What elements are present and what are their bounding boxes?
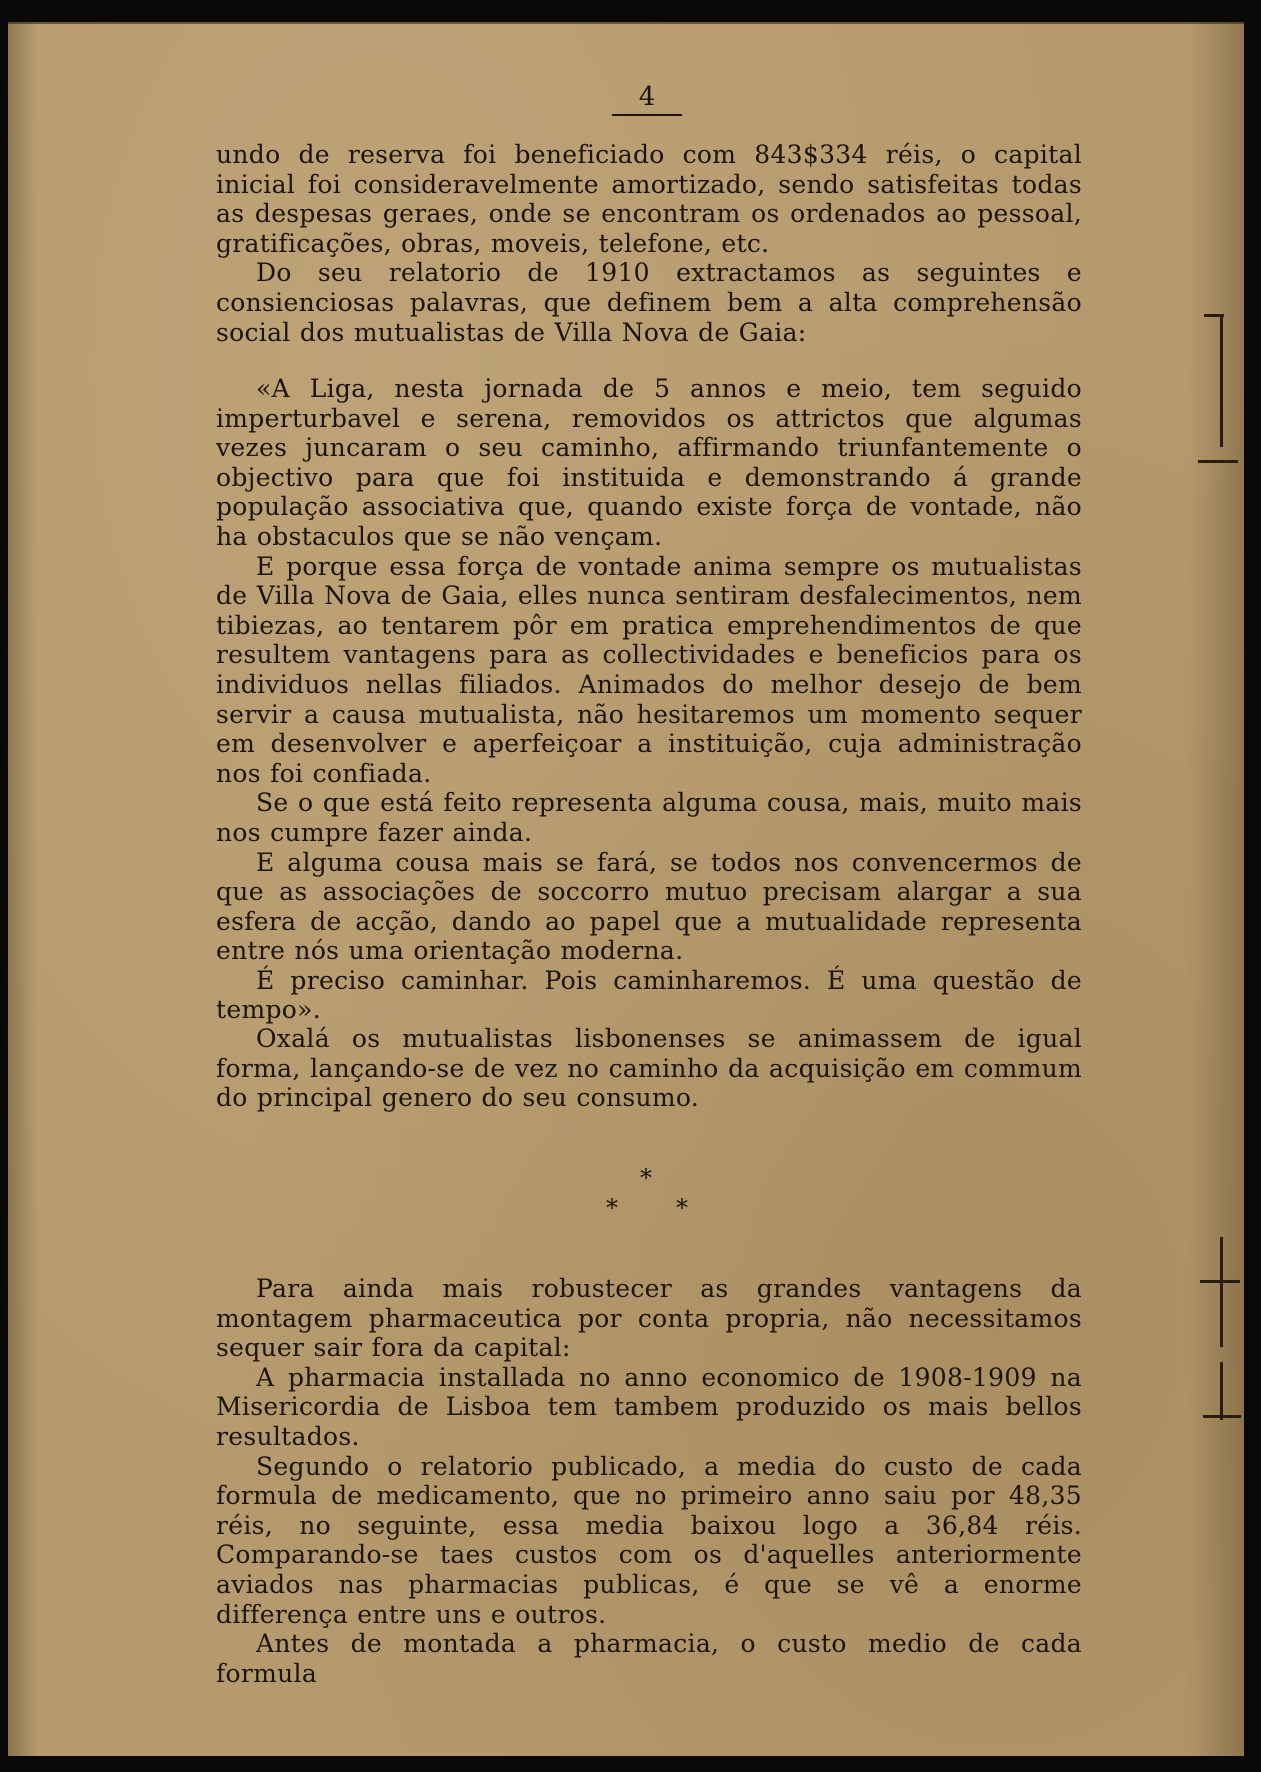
binding-mark — [1220, 1362, 1223, 1420]
top-edge-line — [8, 22, 1244, 24]
asterisk-left: * — [606, 1194, 618, 1222]
closing-text — [216, 1024, 1082, 1113]
quote-block — [216, 374, 1082, 1025]
binding-mark — [1220, 1237, 1223, 1347]
paragraph-reserve-fund: undo de reserva foi beneficiado com 843$334 réis, o capital inicial foi consideravelmente amortizado, sendo satisfeitas todas as despesas geraes, onde se encontram os ordenados ao pessoal, gratificações, obras, moveis, telefone, etc. — [216, 140, 1082, 258]
binding-mark — [1200, 1280, 1240, 1283]
asterisk-top: * — [640, 1164, 652, 1192]
quote-paragraph: É preciso caminhar. Pois caminharemos. É uma questão de tempo». — [216, 965, 1082, 1025]
body-text-top — [216, 140, 1082, 347]
paragraph-misericordia: A pharmacia installada no anno economico de 1908-1909 na Misericordia de Lisboa tem tambem produzido os mais bellos resultados. — [216, 1362, 1082, 1451]
asterism-separator — [588, 1164, 708, 1224]
paragraph-before-pharmacy: Antes de montada a pharmacia, o custo medio de cada formula — [216, 1629, 1082, 1688]
body-text-bottom — [216, 1274, 1082, 1688]
binding-mark — [1204, 314, 1224, 317]
paragraph-report-1910: Do seu relatorio de 1910 extractamos as seguintes e consienciosas palavras, que definem bem a alta comprehensão social dos mutualistas de Villa Nova de Gaia: — [216, 258, 1082, 347]
binding-mark — [1220, 317, 1223, 447]
paragraph-oxala: Oxalá os mutualistas lisbonenses se animassem de igual forma, lançando-se de vez no caminho da acquisição em commum do principal genero do seu consumo. — [216, 1024, 1082, 1113]
page-number: 4 — [612, 82, 682, 116]
quote-paragraph: E porque essa força de vontade anima sempre os mutualistas de Villa Nova de Gaia, elles nunca sentiram desfalecimentos, nem tibiezas, ao tentarem pôr em pratica emprehendimentos de que resultem vantagens para as collectividades e beneficios para os individuos nellas filiados. Animados do melhor desejo de bem servir a causa mutualista, não hesitaremos um momento sequer em desenvolver e aperfeiçoar a instituição, cuja administração nos foi confiada. — [216, 551, 1082, 788]
quote-paragraph: Se o que está feito representa alguma cousa, mais, muito mais nos cumpre fazer ainda. — [216, 788, 1082, 847]
paragraph-pharmacy-intro: Para ainda mais robustecer as grandes vantagens da montagem pharmaceutica por conta propria, não necessitamos sequer sair fora da capital: — [216, 1274, 1082, 1363]
quote-paragraph: E alguma cousa mais se fará, se todos nos convencermos de que as associações de soccorro mutuo precisam alargar a sua esfera de acção, dando ao papel que a mutualidade representa entre nós uma orientação moderna. — [216, 847, 1082, 966]
paragraph-cost-report: Segundo o relatorio publicado, a media do custo de cada formula de medicamento, que no primeiro anno saiu por 48,35 réis, no seguinte, essa media baixou logo a 36,84 réis. Comparando-se taes custos com os d'aquelles anteriormente aviados nas pharmacias publicas, é que se vê a enorme differença entre uns e outros. — [216, 1451, 1082, 1629]
asterisk-right: * — [676, 1194, 688, 1222]
quote-paragraph: «A Liga, nesta jornada de 5 annos e meio, tem seguido imperturbavel e serena, removidos os attrictos que algumas vezes juncaram o seu caminho, affirmando triunfantemente o objectivo para que foi instituida e demonstrando á grande população associativa que, quando existe força de vontade, não ha obstaculos que se não vençam. — [216, 374, 1082, 551]
document-page — [8, 22, 1244, 1756]
binding-mark — [1198, 460, 1238, 463]
